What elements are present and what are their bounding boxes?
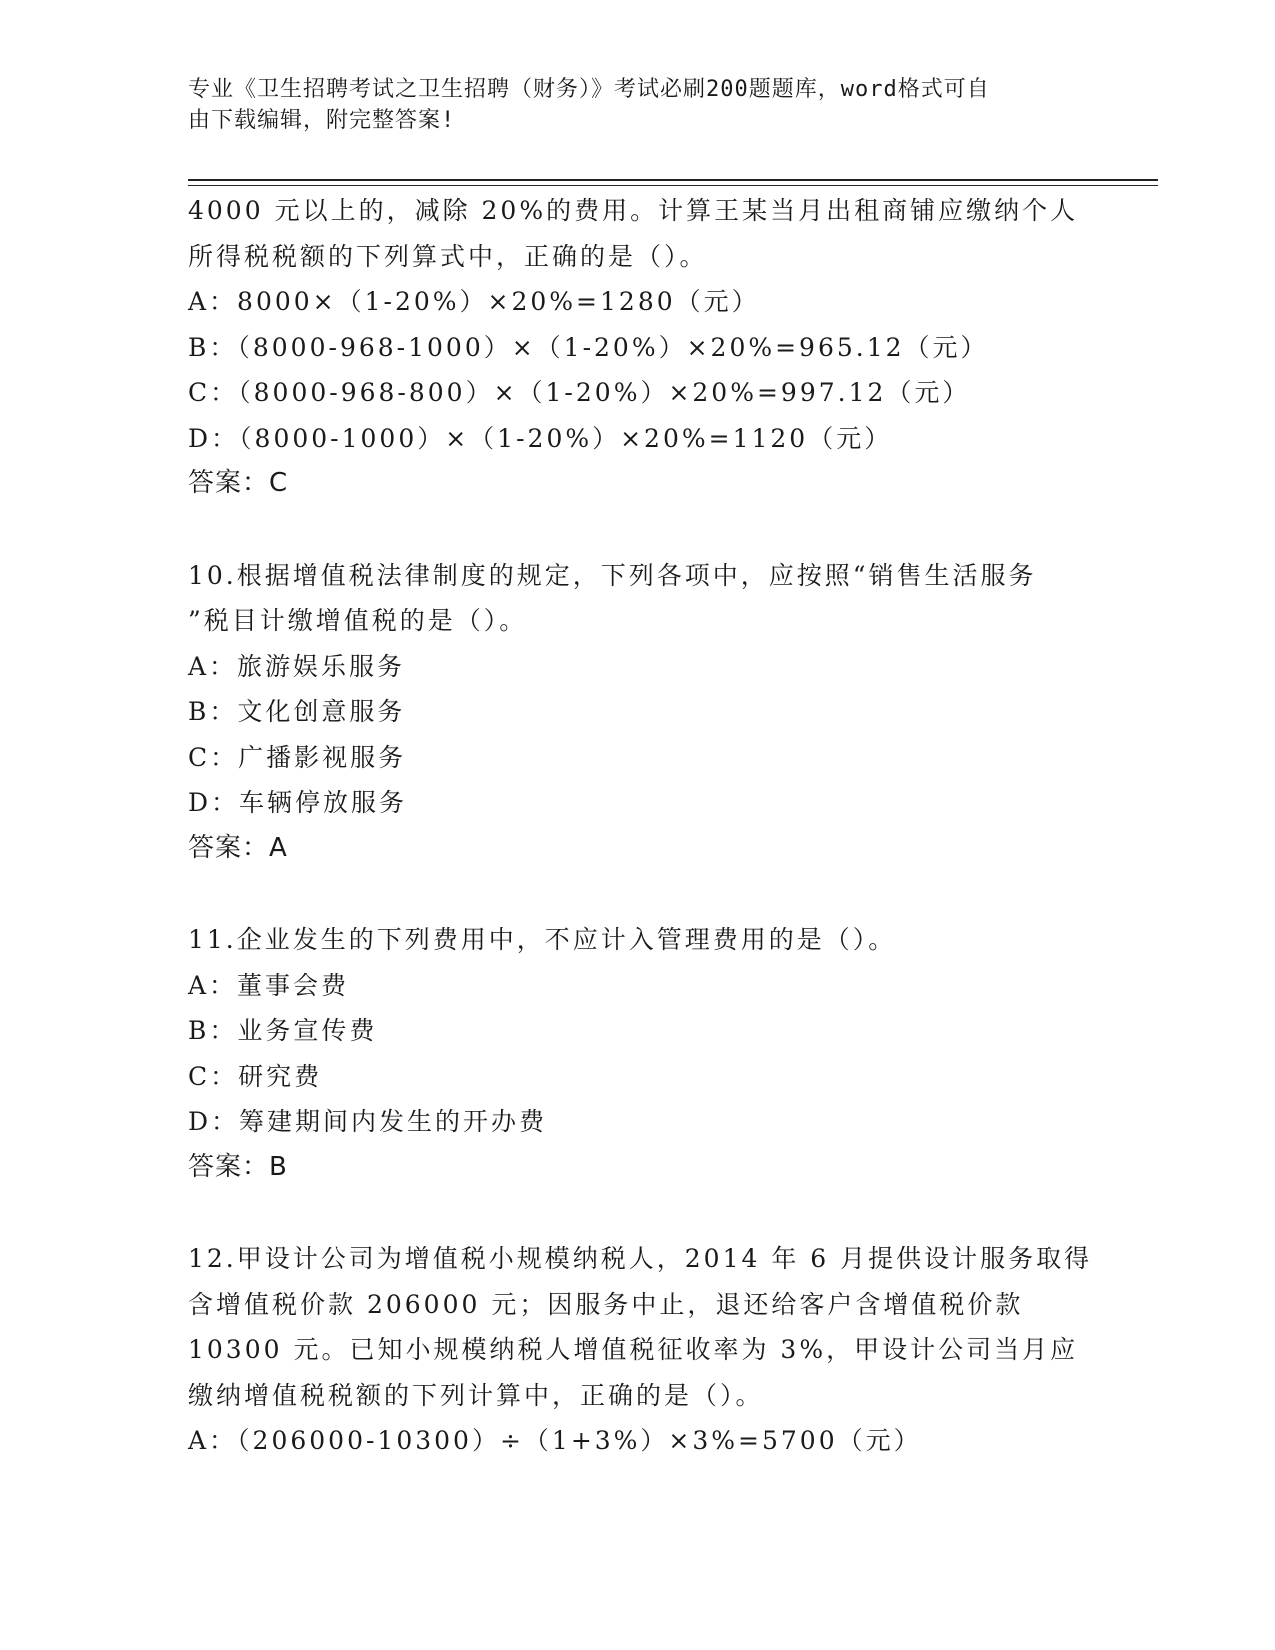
spacer xyxy=(188,1190,1148,1236)
question-content xyxy=(188,188,1148,1464)
question-stem-line: 所得税税额的下列算式中，正确的是（）。 xyxy=(188,241,708,271)
option-a: A：董事会费 xyxy=(188,970,350,1000)
answer-line: 答案：B xyxy=(188,1151,288,1182)
question-10 xyxy=(188,553,1148,872)
spacer xyxy=(188,871,1148,917)
option-b: B：文化创意服务 xyxy=(188,697,406,726)
question-stem-line: 10.根据增值税法律制度的规定，下列各项中，应按照“销售生活服务 xyxy=(188,560,1037,590)
option-c: C：（8000-968-800）×（1-20%）×20%=997.12（元） xyxy=(188,378,971,407)
option-d: D：车辆停放服务 xyxy=(188,788,408,817)
answer-line: 答案：C xyxy=(188,468,289,498)
question-stem-line: 含增值税价款 206000 元；因服务中止，退还给客户含增值税价款 xyxy=(188,1289,1024,1319)
question-11 xyxy=(188,917,1148,1190)
option-d: D：（8000-1000）×（1-20%）×20%=1120（元） xyxy=(188,423,893,453)
question-9-continued xyxy=(188,188,1148,507)
header-divider-thin xyxy=(188,185,1158,186)
question-stem-line: 10300 元。已知小规模纳税人增值税征收率为 3%，甲设计公司当月应 xyxy=(188,1335,1079,1364)
question-stem-line: 缴纳增值税税额的下列计算中，正确的是（）。 xyxy=(188,1380,764,1410)
option-c: C：广播影视服务 xyxy=(188,742,407,772)
spacer xyxy=(188,507,1148,553)
document-header xyxy=(188,74,1088,136)
question-stem-line: 11.企业发生的下列费用中，不应计入管理费用的是（）。 xyxy=(188,925,897,954)
option-a: A：（206000-10300）÷（1+3%）×3%=5700（元） xyxy=(188,1426,922,1455)
header-line-1: 专业《卫生招聘考试之卫生招聘（财务）》考试必刷200题题库，word格式可自 xyxy=(188,77,990,102)
question-12 xyxy=(188,1236,1148,1464)
answer-line: 答案：A xyxy=(188,832,288,863)
option-b: B：业务宣传费 xyxy=(188,1016,378,1045)
question-stem-line: 4000 元以上的，减除 20%的费用。计算王某当月出租商铺应缴纳个人 xyxy=(188,196,1079,225)
option-a: A：8000×（1-20%）×20%=1280（元） xyxy=(188,287,760,316)
option-a: A：旅游娱乐服务 xyxy=(188,651,406,681)
question-stem-line: ”税目计缴增值税的是（）。 xyxy=(188,606,528,635)
question-stem-line: 12.甲设计公司为增值税小规模纳税人，2014 年 6 月提供设计服务取得 xyxy=(188,1244,1093,1273)
option-d: D：筹建期间内发生的开办费 xyxy=(188,1107,548,1136)
option-c: C：研究费 xyxy=(188,1061,323,1091)
header-line-2: 由下载编辑，附完整答案! xyxy=(188,108,456,133)
header-divider-thick xyxy=(188,179,1158,181)
option-b: B：（8000-968-1000）×（1-20%）×20%=965.12（元） xyxy=(188,332,989,362)
